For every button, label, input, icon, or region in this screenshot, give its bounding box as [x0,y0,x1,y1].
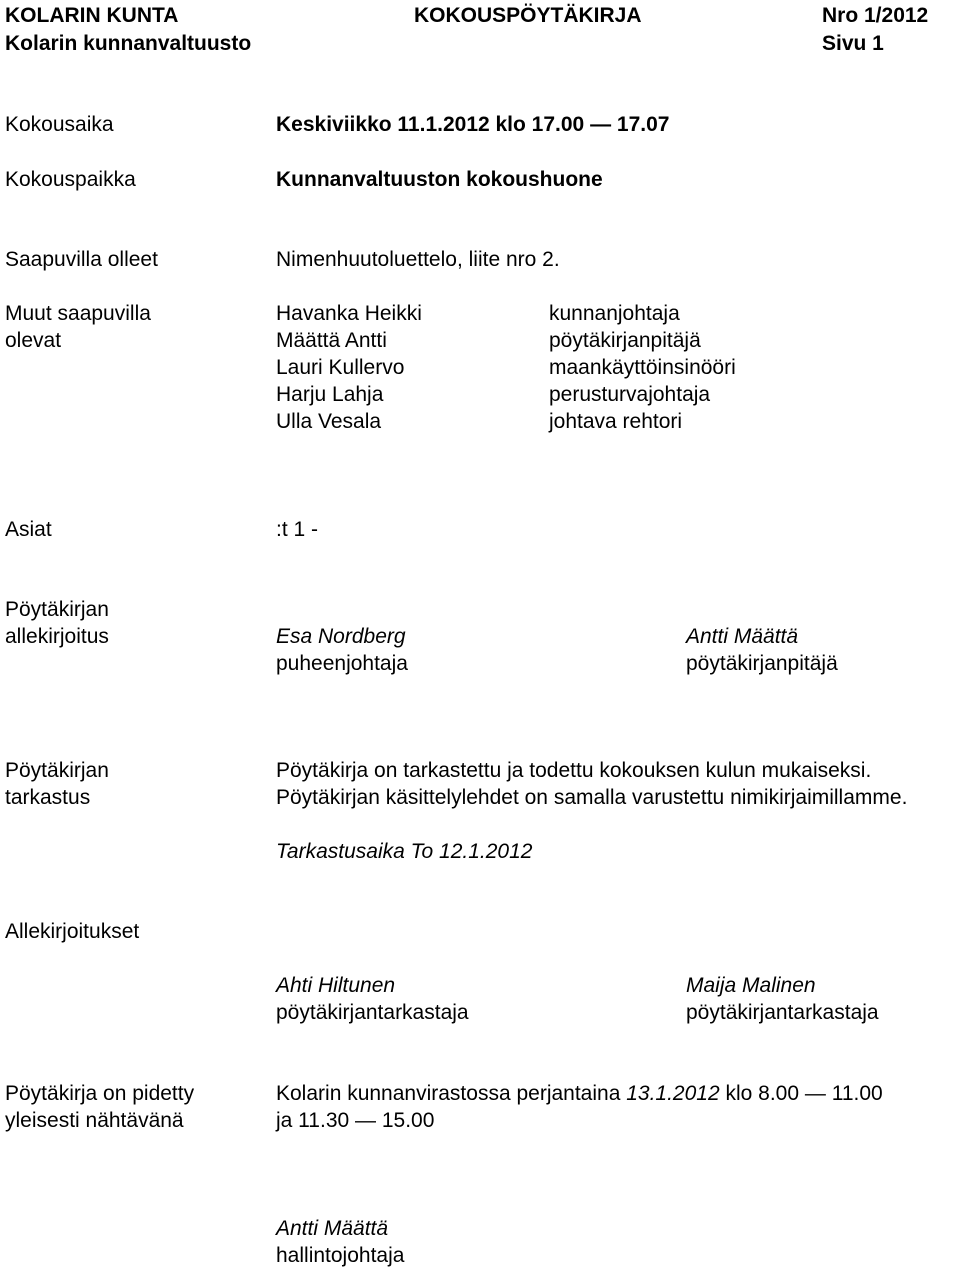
page-number: Sivu 1 [822,32,884,55]
attendee-name: Ulla Vesala [276,410,382,433]
review-label-line-1: Pöytäkirjan [5,759,109,782]
reviewer-1-role: pöytäkirjantarkastaja [276,1001,469,1024]
others-label-line-1: Muut saapuvilla [5,302,151,325]
reviewer-1-name: Ahti Hiltunen [276,974,396,997]
secretary-role: pöytäkirjanpitäjä [686,652,838,675]
items-label: Asiat [5,518,52,541]
attendee-role: maankäyttöinsinööri [549,356,736,379]
present-label: Saapuvilla olleet [5,248,158,271]
public-text-suffix: klo 8.00 — 11.00 [719,1082,883,1105]
attendee-name: Harju Lahja [276,383,384,406]
attendee-role: pöytäkirjanpitäjä [549,329,701,352]
review-text-line-2: Pöytäkirjan käsittelylehdet on samalla varustettu nimikirjaimillamme. [276,786,908,809]
public-text-line-2: ja 11.30 — 15.00 [276,1109,435,1132]
document-type: KOKOUSPÖYTÄKIRJA [414,4,642,27]
others-label-line-2: olevat [5,329,62,352]
attendee-name: Lauri Kullervo [276,356,405,379]
secretary-name: Antti Määttä [686,625,799,648]
municipality-name: KOLARIN KUNTA [5,4,179,27]
closing-role: hallintojohtaja [276,1244,405,1267]
signature-label-line-1: Pöytäkirjan [5,598,109,621]
public-text-prefix: Kolarin kunnanvirastossa perjantaina [276,1082,627,1105]
document-number: Nro 1/2012 [822,4,929,27]
meeting-place-value: Kunnanvaltuuston kokoushuone [276,168,603,191]
public-date: 13.1.2012 [626,1082,720,1105]
review-date: Tarkastusaika To 12.1.2012 [276,840,533,863]
review-text-line-1: Pöytäkirja on tarkastettu ja todettu kokouksen kulun mukaiseksi. [276,759,872,782]
signatures-label: Allekirjoitukset [5,920,140,943]
meeting-time-label: Kokousaika [5,113,114,136]
council-name: Kolarin kunnanvaltuusto [5,32,252,55]
meeting-place-label: Kokouspaikka [5,168,136,191]
reviewer-2-role: pöytäkirjantarkastaja [686,1001,879,1024]
chair-role: puheenjohtaja [276,652,408,675]
attendee-name: Määttä Antti [276,329,387,352]
closing-name: Antti Määttä [276,1217,389,1240]
review-label-line-2: tarkastus [5,786,91,809]
attendee-role: johtava rehtori [549,410,683,433]
attendee-role: kunnanjohtaja [549,302,680,325]
items-value: :t 1 - [276,518,319,541]
public-label-line-1: Pöytäkirja on pidetty [5,1082,195,1105]
attendee-role: perusturvajohtaja [549,383,711,406]
signature-label-line-2: allekirjoitus [5,625,109,648]
meeting-time-value: Keskiviikko 11.1.2012 klo 17.00 — 17.07 [276,113,670,136]
public-text-line-1 [276,1080,883,1107]
public-label-line-2: yleisesti nähtävänä [5,1109,184,1132]
reviewer-2-name: Maija Malinen [686,974,816,997]
chair-name: Esa Nordberg [276,625,406,648]
present-value: Nimenhuutoluettelo, liite nro 2. [276,248,560,271]
attendee-name: Havanka Heikki [276,302,422,325]
